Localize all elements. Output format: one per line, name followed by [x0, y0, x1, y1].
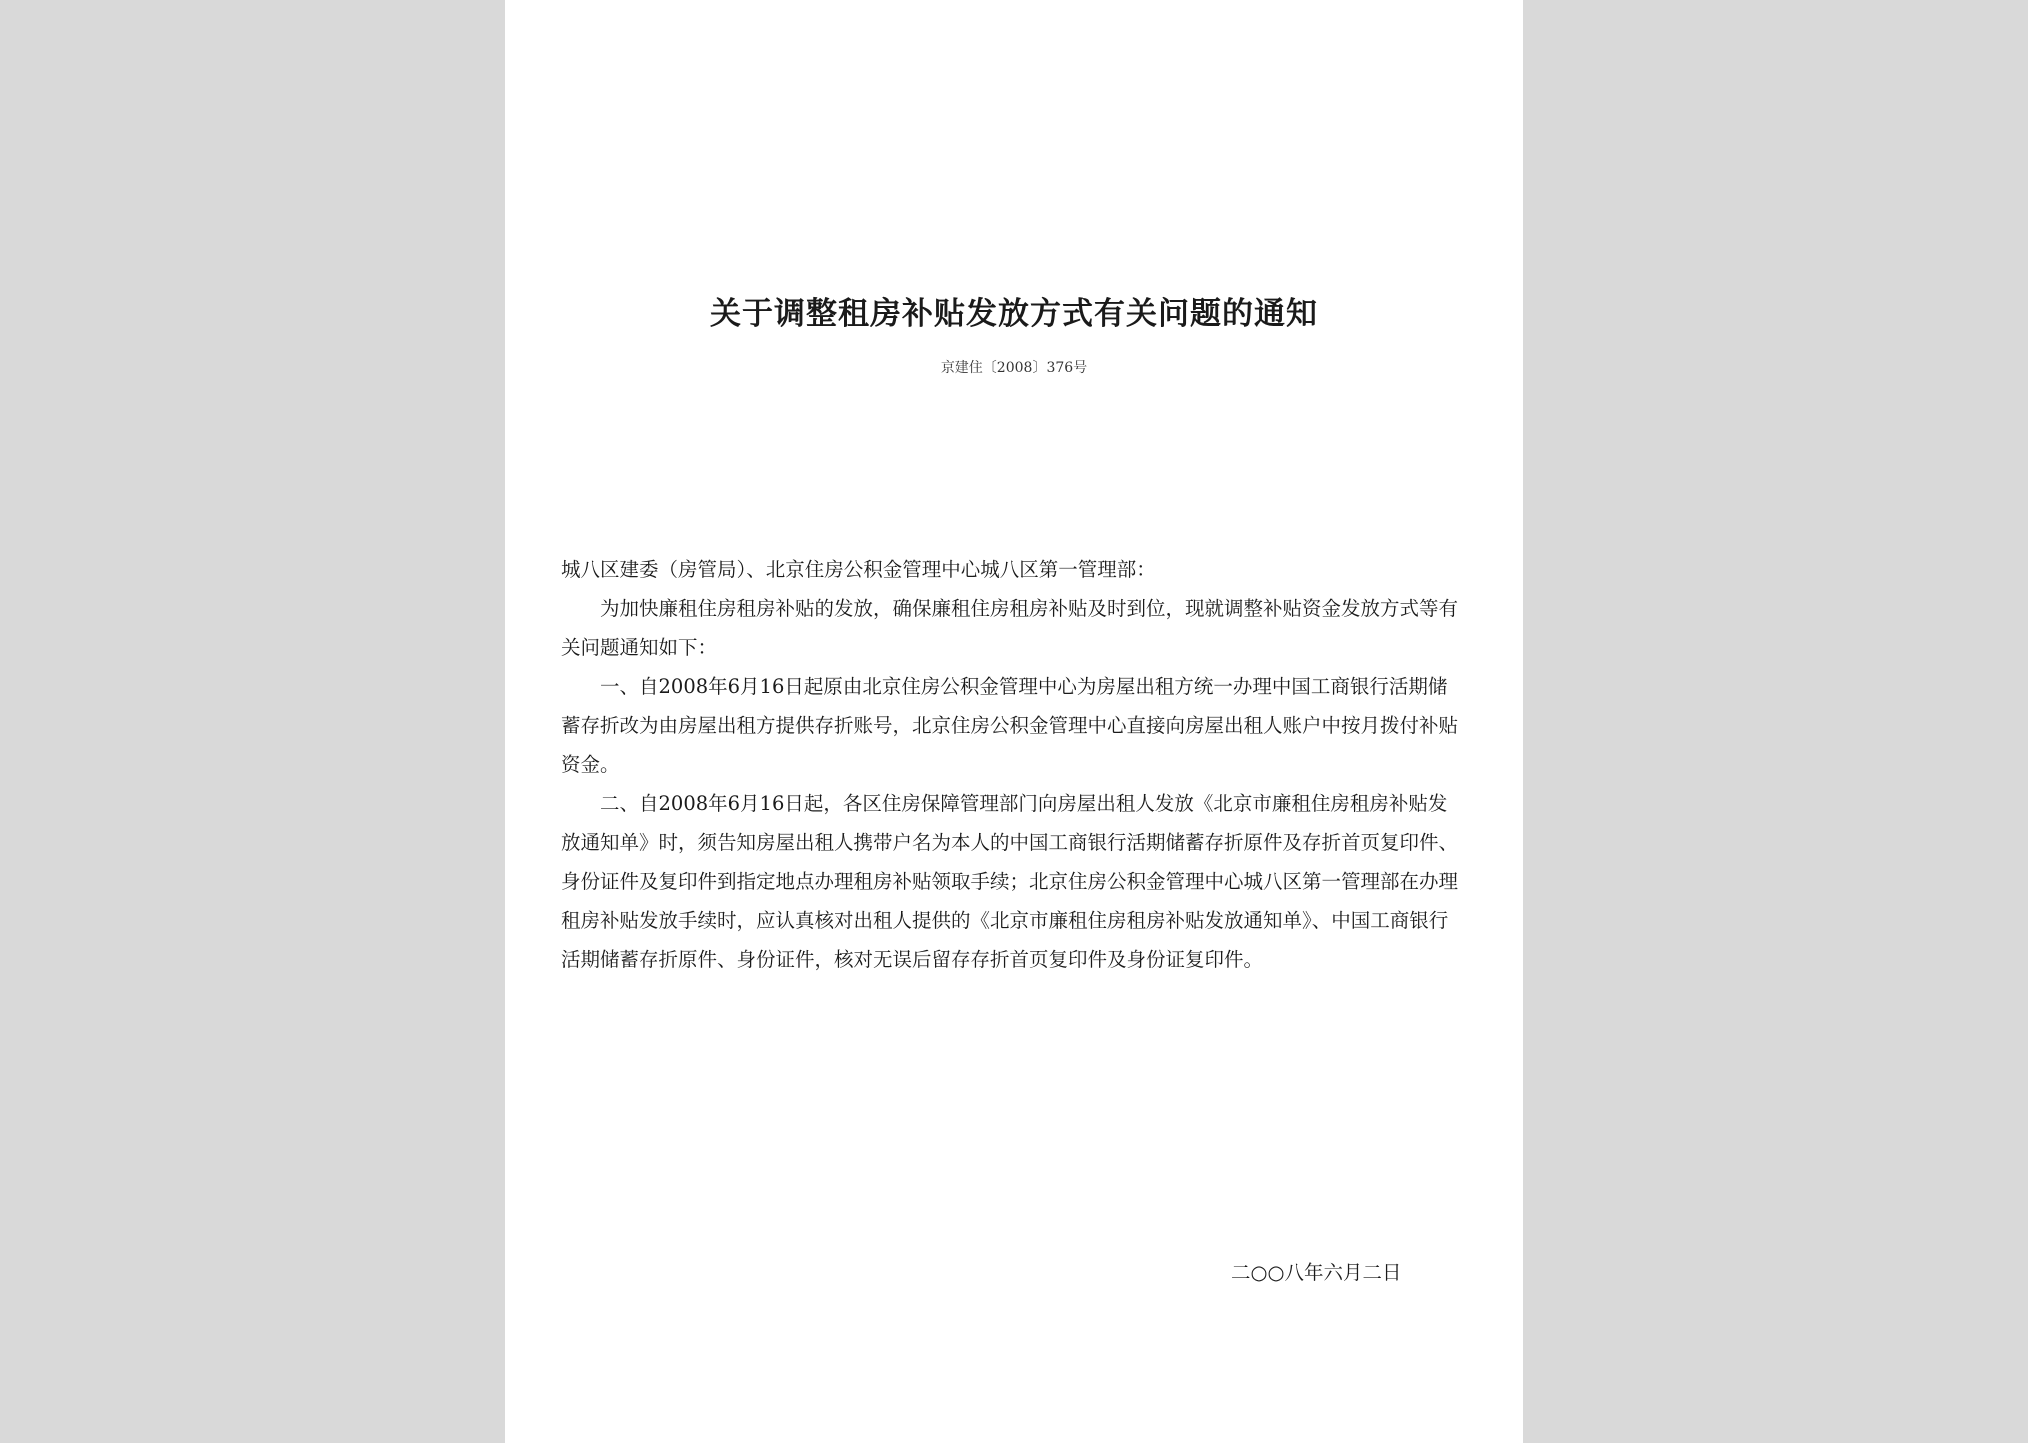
addressee: 城八区建委（房管局）、北京住房公积金管理中心城八区第一管理部：	[561, 558, 1156, 581]
document-number: 京建住〔2008〕376号	[940, 360, 1088, 376]
paragraph-item-1: 一、自2008年6月16日起原由北京住房公积金管理中心为房屋出租方统一办理中国工商银行活期储蓄存折改为由房屋出租方提供存折账号，北京住房公积金管理中心直接向房屋出租人账户中按月拨付补贴资金。	[561, 675, 1459, 776]
paragraph-intro: 为加快廉租住房租房补贴的发放，确保廉租住房租房补贴及时到位，现就调整补贴资金发放方式等有关问题通知如下：	[561, 597, 1459, 659]
paragraph-item-2: 二、自2008年6月16日起，各区住房保障管理部门向房屋出租人发放《北京市廉租住房租房补贴发放通知单》时，须告知房屋出租人携带户名为本人的中国工商银行活期储蓄存折原件及存折首页复印件、身份证件及复印件到指定地点办理租房补贴领取手续；北京住房公积金管理中心城八区第一管理部在办理租房补贴发放手续时，应认真核对出租人提供的《北京市廉租住房租房补贴发放通知单》、中国工商银行活期储蓄存折原件、身份证件，核对无误后留存存折首页复印件及身份证复印件。	[561, 792, 1459, 971]
document-date: 二○○八年六月二日	[1231, 1261, 1402, 1284]
document-body	[561, 550, 1466, 979]
document-page	[505, 0, 1523, 1443]
document-title: 关于调整租房补贴发放方式有关问题的通知	[710, 296, 1318, 332]
